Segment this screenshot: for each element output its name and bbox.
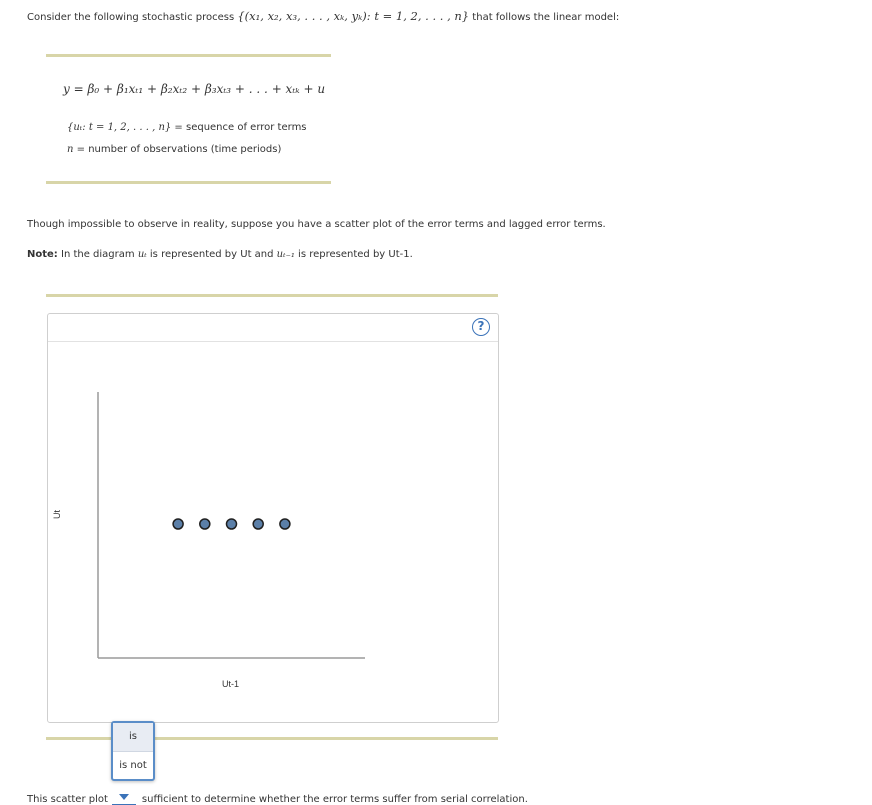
note-math-ut: uₜ: [137, 249, 147, 260]
x-axis-label: Ut-1: [222, 679, 240, 689]
note-math-ut-1: uₜ₋₁: [276, 249, 295, 260]
note-text-3: is represented by Ut-1.: [294, 249, 413, 260]
note-label: Note:: [27, 249, 58, 260]
scatter-point-5: [280, 519, 290, 529]
scatter-point-2: [200, 519, 210, 529]
answer-dropdown[interactable]: [112, 792, 136, 805]
answer-dropdown-menu[interactable]: [111, 721, 155, 781]
graph-top-divider: [46, 294, 498, 297]
graph-panel: [47, 313, 499, 723]
intro-prefix: Consider the following stochastic process: [27, 12, 238, 23]
scatter-point-4: [253, 519, 263, 529]
dropdown-option-is-not[interactable]: is not: [113, 751, 153, 780]
error-terms-definition: [67, 122, 307, 133]
data-points: [173, 519, 290, 529]
scatter-point-3: [227, 519, 237, 529]
observations-definition: [67, 144, 281, 155]
scatter-description: Though impossible to observe in reality, suppose you have a scatter plot of the error terms and lagged error terms.: [27, 219, 606, 230]
question-line: [27, 792, 528, 805]
question-suffix: sufficient to determine whether the error terms suffer from serial correlation.: [141, 794, 528, 805]
model-equation: y = β₀ + β₁xₜ₁ + β₂xₜ₂ + β₃xₜ₃ + . . . + xₜₖ + u: [63, 82, 326, 96]
error-set-formula: {uₜ: t = 1, 2, . . . , n}: [67, 122, 172, 133]
top-divider: [46, 54, 331, 57]
question-prefix: This scatter plot: [27, 794, 108, 805]
error-set-description: = sequence of error terms: [171, 122, 307, 133]
process-formula: {(x₁, x₂, x₃, . . . , xₖ, yₖ): t = 1, 2, . . . , n}: [237, 9, 470, 23]
intro-text: [27, 9, 857, 25]
model-bottom-divider: [46, 181, 331, 184]
note-text-2: is represented by Ut and: [146, 249, 277, 260]
scatter-point-1: [173, 519, 183, 529]
n-description: = number of observations (time periods): [73, 144, 282, 155]
note-text-1: In the diagram: [57, 249, 138, 260]
note: [27, 249, 413, 260]
scatter-plot: [48, 314, 498, 722]
y-axis-label: Ut: [52, 510, 62, 519]
help-icon[interactable]: ?: [472, 318, 490, 336]
intro-suffix: that follows the linear model:: [469, 12, 620, 23]
n-symbol: n: [67, 144, 74, 155]
dropdown-option-is[interactable]: is: [113, 723, 153, 751]
